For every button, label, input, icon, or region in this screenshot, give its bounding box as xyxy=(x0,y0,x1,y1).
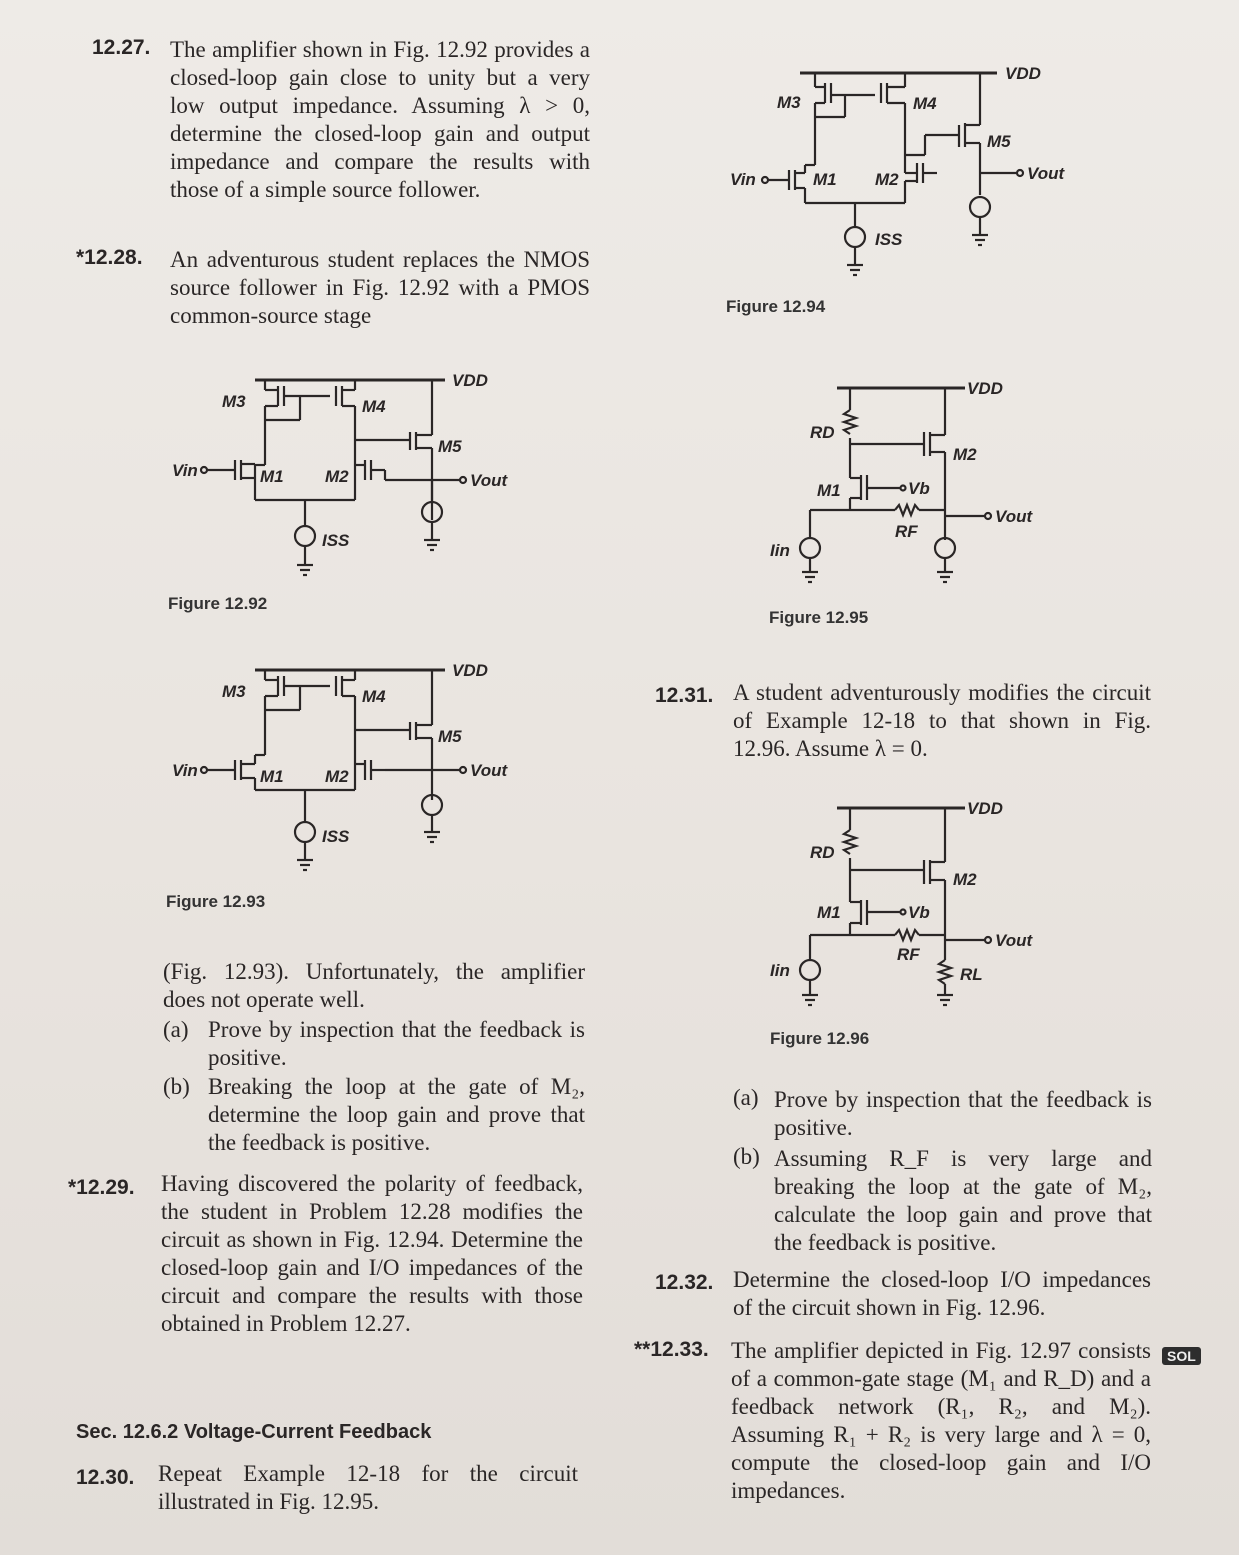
svg-text:ISS: ISS xyxy=(322,531,350,550)
problem-number: *12.28. xyxy=(76,246,143,269)
svg-text:M5: M5 xyxy=(987,132,1011,151)
svg-text:VDD: VDD xyxy=(1005,64,1041,83)
svg-text:M4: M4 xyxy=(362,687,386,706)
svg-text:M5: M5 xyxy=(438,437,462,456)
figure-caption: Figure 12.96 xyxy=(770,1029,870,1048)
figure-12-96-circuit xyxy=(765,790,1085,1025)
svg-text:M4: M4 xyxy=(362,397,386,416)
problem-text: Having discovered the polarity of feedback, the student in Problem 12.28 modifies the circuit as shown in Fig. 12.94. Determine the closed-loop gain and I/O impedances of the circuit and compare the results with those obtained in Problem 12.27. xyxy=(161,1171,583,1336)
svg-text:M1: M1 xyxy=(260,467,284,486)
svg-text:VDD: VDD xyxy=(452,371,488,390)
svg-text:VDD: VDD xyxy=(967,799,1003,818)
problem-text: A student adventurously modifies the circuit of Example 12-18 to that shown in Fig. 12.96. Assume λ = 0. xyxy=(733,680,1151,761)
svg-text:Vout: Vout xyxy=(995,507,1033,526)
svg-text:Vin: Vin xyxy=(730,170,756,189)
svg-text:Vin: Vin xyxy=(172,461,198,480)
svg-text:Vout: Vout xyxy=(470,761,508,780)
solution-badge[interactable]: SOL xyxy=(1162,1347,1201,1365)
svg-text:M5: M5 xyxy=(438,727,462,746)
svg-text:RF: RF xyxy=(895,522,918,541)
problem-text: The amplifier shown in Fig. 12.92 provides a closed-loop gain close to unity but a very low output impedance. Assuming λ > 0, determine the closed-loop gain and output impedance and compare the results with those of a simple source follower. xyxy=(170,37,590,202)
problem-12-30 xyxy=(76,1463,134,1492)
problem-number: 12.31. xyxy=(655,684,714,707)
svg-text:M4: M4 xyxy=(913,94,937,113)
figure-12-95-circuit xyxy=(765,370,1085,595)
svg-text:Vout: Vout xyxy=(470,471,508,490)
figure-12-94-circuit xyxy=(725,55,1085,290)
svg-text:Vb: Vb xyxy=(908,479,930,498)
svg-text:RL: RL xyxy=(960,965,983,984)
svg-text:M2: M2 xyxy=(953,870,977,889)
problem-number: *12.29. xyxy=(68,1176,135,1199)
svg-text:RF: RF xyxy=(897,945,920,964)
figure-caption: Figure 12.93 xyxy=(166,892,266,911)
svg-text:M1: M1 xyxy=(260,767,284,786)
svg-text:M2: M2 xyxy=(325,767,349,786)
svg-text:M3: M3 xyxy=(777,93,801,112)
problem-12-33 xyxy=(634,1335,709,1364)
part-text: Assuming R_F is very large and breaking the loop at the gate of M₂, calculate the loop gain and prove that the feedback is positive. xyxy=(774,1146,1152,1255)
problem-12-31 xyxy=(655,681,713,710)
problem-text: The amplifier depicted in Fig. 12.97 consists of a common-gate stage (M₁ and R_D) and a feedback network (R₁, R₂, and M₂). Assuming R₁ + R₂ is very large and λ = 0, compute the closed-loop gain and I/O impedances. xyxy=(731,1338,1151,1503)
svg-text:VDD: VDD xyxy=(967,379,1003,398)
svg-text:VDD: VDD xyxy=(452,661,488,680)
svg-text:M2: M2 xyxy=(875,170,899,189)
svg-text:Vin: Vin xyxy=(172,761,198,780)
svg-text:M1: M1 xyxy=(817,481,841,500)
problem-text-continued: (Fig. 12.93). Unfortunately, the amplifier does not operate well. xyxy=(163,959,585,1012)
problem-number: 12.32. xyxy=(655,1271,714,1294)
svg-text:M2: M2 xyxy=(325,467,349,486)
section-heading: Sec. 12.6.2 Voltage-Current Feedback xyxy=(76,1421,432,1443)
svg-text:Iin: Iin xyxy=(770,961,790,980)
svg-text:M3: M3 xyxy=(222,392,246,411)
figure-caption: Figure 12.92 xyxy=(168,594,268,613)
part-label: (b) xyxy=(163,1074,190,1099)
svg-text:RD: RD xyxy=(810,423,835,442)
svg-text:Vb: Vb xyxy=(908,903,930,922)
problem-12-29 xyxy=(68,1173,135,1202)
svg-text:ISS: ISS xyxy=(322,827,350,846)
svg-text:Vout: Vout xyxy=(995,931,1033,950)
figure-caption: Figure 12.94 xyxy=(726,297,826,316)
svg-text:Vout: Vout xyxy=(1027,164,1065,183)
problem-number: 12.27. xyxy=(92,36,151,59)
figure-12-92-circuit xyxy=(160,360,540,590)
problem-text: Determine the closed-loop I/O impedances of the circuit shown in Fig. 12.96. xyxy=(733,1267,1151,1320)
svg-text:M1: M1 xyxy=(813,170,837,189)
svg-text:M3: M3 xyxy=(222,682,246,701)
problem-12-28 xyxy=(76,243,143,272)
part-label: (b) xyxy=(733,1144,760,1169)
problem-text: An adventurous student replaces the NMOS source follower in Fig. 12.92 with a PMOS common-source stage xyxy=(170,247,590,328)
svg-text:RD: RD xyxy=(810,843,835,862)
svg-text:M1: M1 xyxy=(817,903,841,922)
part-text: Prove by inspection that the feedback is positive. xyxy=(774,1087,1152,1140)
problem-number: **12.33. xyxy=(634,1338,709,1361)
problem-12-32 xyxy=(655,1268,713,1297)
problem-text: Repeat Example 12-18 for the circuit illustrated in Fig. 12.95. xyxy=(158,1461,578,1514)
figure-12-93-circuit xyxy=(160,650,540,880)
problem-number: 12.30. xyxy=(76,1466,135,1489)
part-text: Breaking the loop at the gate of M₂, determine the loop gain and prove that the feedback is positive. xyxy=(208,1074,585,1155)
figure-caption: Figure 12.95 xyxy=(769,608,869,627)
part-label: (a) xyxy=(733,1085,759,1110)
svg-text:M2: M2 xyxy=(953,445,977,464)
part-text: Prove by inspection that the feedback is positive. xyxy=(208,1017,585,1070)
svg-text:ISS: ISS xyxy=(875,230,903,249)
svg-text:Iin: Iin xyxy=(770,541,790,560)
part-label: (a) xyxy=(163,1017,189,1042)
